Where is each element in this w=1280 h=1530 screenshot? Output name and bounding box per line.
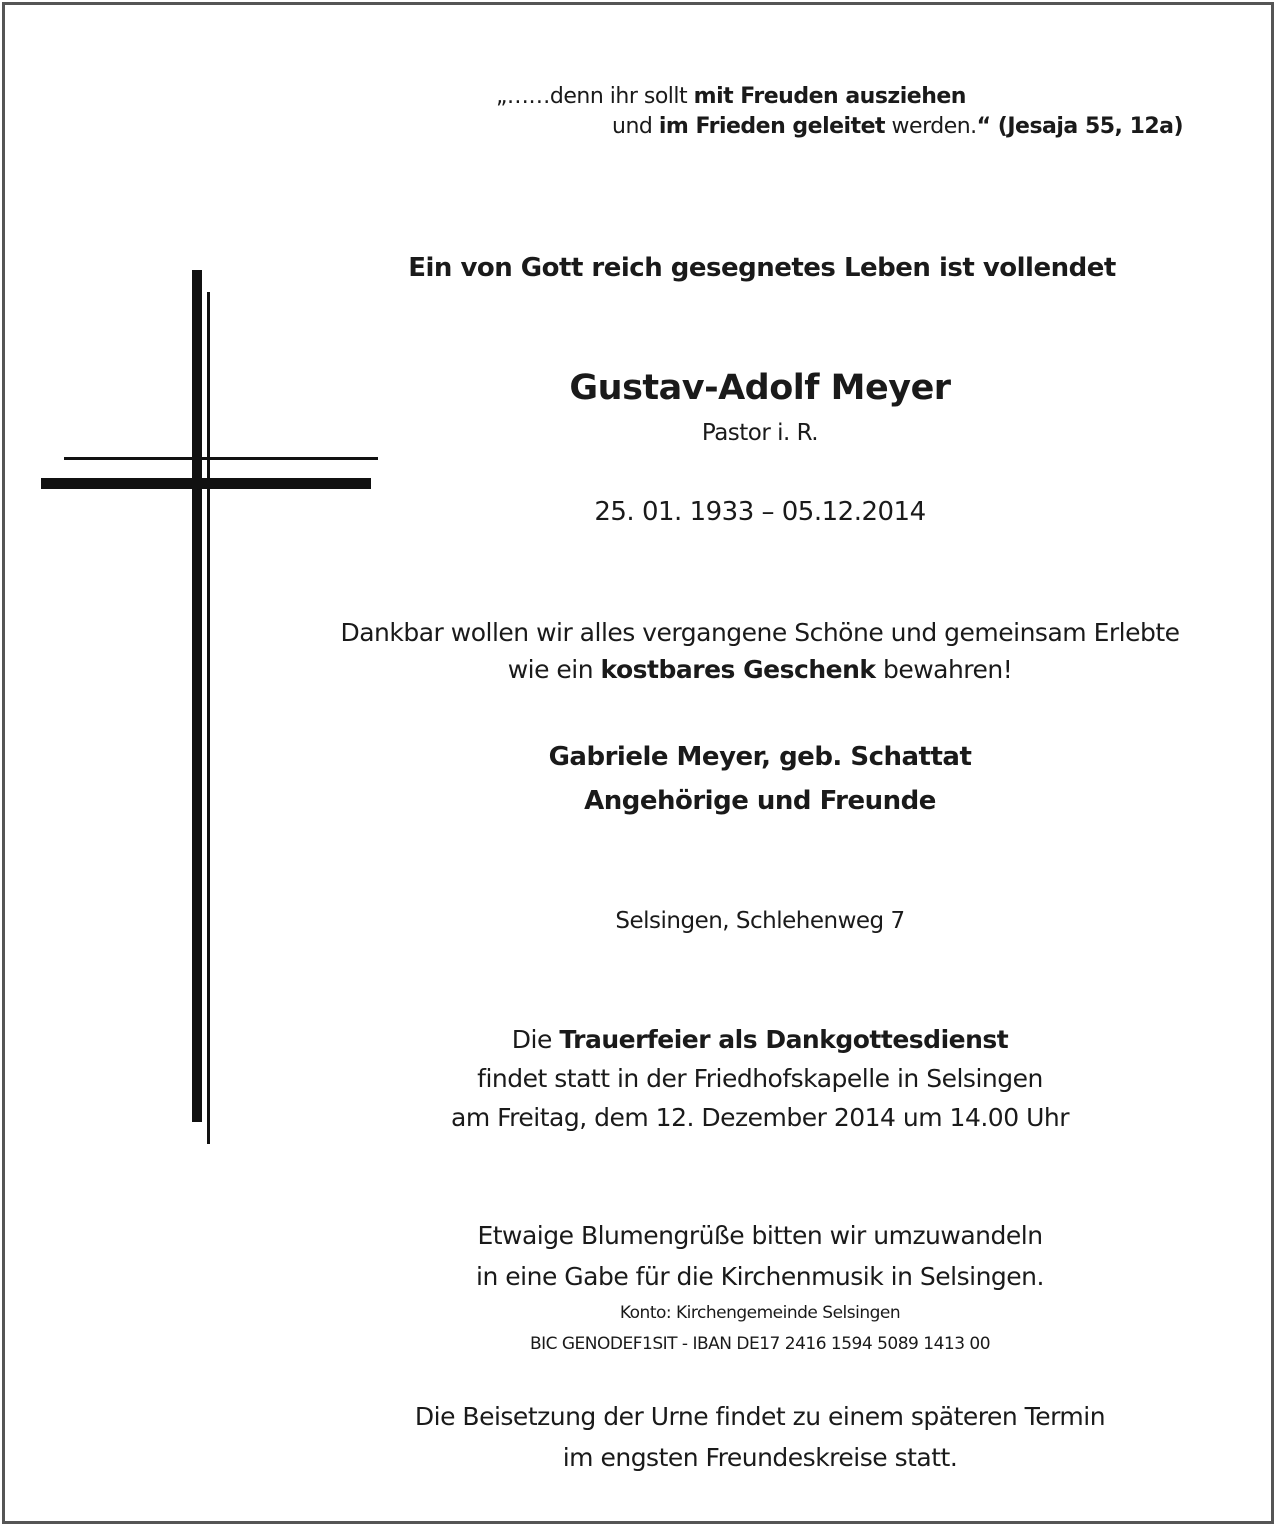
mourners-line-2: Angehörige und Freunde <box>584 786 936 816</box>
gratitude-line-2 <box>280 655 1240 684</box>
bible-quote-line-2 <box>612 114 1183 139</box>
mourners-line-1: Gabriele Meyer, geb. Schattat <box>548 742 972 772</box>
quote-emphasis: im Frieden geleitet <box>658 114 886 139</box>
donation-line-1: Etwaige Blumengrüße bitten wir umzuwandeln <box>477 1221 1043 1250</box>
gratitude-text: bewahren! <box>875 655 1013 684</box>
service-emphasis: Trauerfeier als Dankgottesdienst <box>559 1025 1009 1054</box>
service-line-2: findet statt in der Friedhofskapelle in Selsingen <box>477 1064 1043 1093</box>
quote-text: werden. <box>885 114 977 139</box>
burial-line-2: im engsten Freundeskreise statt. <box>562 1443 958 1472</box>
quote-text: und <box>612 114 659 139</box>
gratitude-text: wie ein <box>507 655 601 684</box>
heading: Ein von Gott reich gesegnetes Leben ist vollendet <box>408 253 1116 283</box>
bank-account-name: Konto: Kirchengemeinde Selsingen <box>619 1303 901 1323</box>
quote-emphasis: mit Freuden ausziehen <box>693 84 966 109</box>
cross-icon <box>0 0 420 1200</box>
donation-line-2: in eine Gabe für die Kirchenmusik in Selsingen. <box>476 1262 1044 1291</box>
cross-horizontal-thin <box>64 457 378 460</box>
quote-text: „……denn ihr sollt <box>496 84 694 109</box>
cross-vertical-thick <box>192 270 202 1122</box>
deceased-title: Pastor i. R. <box>701 420 819 446</box>
quote-reference: “ (Jesaja 55, 12a) <box>976 114 1184 139</box>
gratitude-line-1: Dankbar wollen wir alles vergangene Schöne und gemeinsam Erlebte <box>340 618 1180 647</box>
address: Selsingen, Schlehenweg 7 <box>615 908 905 934</box>
service-line-3: am Freitag, dem 12. Dezember 2014 um 14.00 Uhr <box>451 1103 1069 1132</box>
service-line-1 <box>280 1025 1240 1054</box>
cross-vertical-thin <box>207 292 210 1144</box>
gratitude-emphasis: kostbares Geschenk <box>600 655 876 684</box>
deceased-name: Gustav-Adolf Meyer <box>569 368 951 408</box>
bible-quote-line-1 <box>496 84 966 109</box>
bank-details: BIC GENODEF1SIT - IBAN DE17 2416 1594 5089 1413 00 <box>529 1334 991 1354</box>
life-dates: 25. 01. 1933 – 05.12.2014 <box>594 497 926 527</box>
service-text: Die <box>511 1025 560 1054</box>
cross-horizontal-thick <box>41 478 371 489</box>
burial-line-1: Die Beisetzung der Urne findet zu einem späteren Termin <box>414 1402 1106 1431</box>
